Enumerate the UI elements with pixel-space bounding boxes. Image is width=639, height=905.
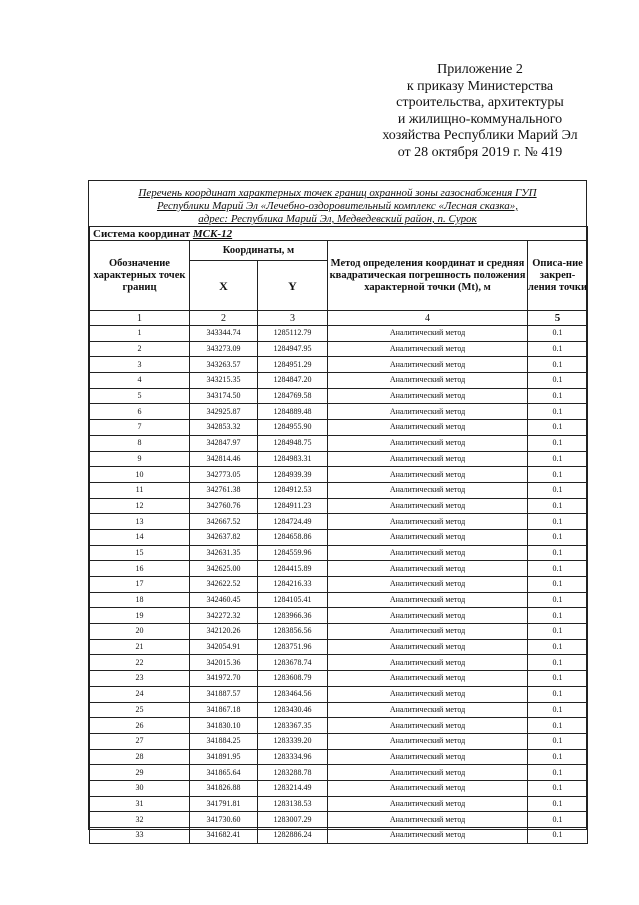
table-row: [90, 686, 588, 702]
table-row: [90, 733, 588, 749]
x-coordinate: 342272.32: [190, 608, 258, 624]
method-cell: Аналитический метод: [328, 341, 528, 357]
point-number: 32: [90, 812, 190, 828]
x-coordinate: 341865.64: [190, 765, 258, 781]
y-coordinate: 1282886.24: [258, 828, 328, 844]
accuracy-cell: 0.1: [528, 341, 588, 357]
table-row: [90, 341, 588, 357]
coordinate-system-label: Система координат: [93, 227, 191, 240]
accuracy-cell: 0.1: [528, 749, 588, 765]
x-coordinate: 342637.82: [190, 529, 258, 545]
accuracy-cell: 0.1: [528, 482, 588, 498]
method-cell: Аналитический метод: [328, 467, 528, 483]
column-number: 2: [190, 311, 258, 326]
header-description: Описа-ние закреп-ления точки: [528, 241, 588, 311]
accuracy-cell: 0.1: [528, 702, 588, 718]
y-coordinate: 1284951.29: [258, 357, 328, 373]
appendix-line: и жилищно-коммунального: [397, 111, 563, 127]
accuracy-cell: 0.1: [528, 655, 588, 671]
table-row: [90, 467, 588, 483]
x-coordinate: 343215.35: [190, 373, 258, 389]
y-coordinate: 1283464.56: [258, 686, 328, 702]
method-cell: Аналитический метод: [328, 373, 528, 389]
method-cell: Аналитический метод: [328, 388, 528, 404]
point-number: 28: [90, 749, 190, 765]
table-row: [90, 388, 588, 404]
accuracy-cell: 0.1: [528, 733, 588, 749]
y-coordinate: 1284911.23: [258, 498, 328, 514]
accuracy-cell: 0.1: [528, 686, 588, 702]
column-number: 3: [258, 311, 328, 326]
accuracy-cell: 0.1: [528, 357, 588, 373]
x-coordinate: 341867.18: [190, 702, 258, 718]
method-cell: Аналитический метод: [328, 435, 528, 451]
method-cell: Аналитический метод: [328, 451, 528, 467]
point-number: 3: [90, 357, 190, 373]
y-coordinate: 1284983.31: [258, 451, 328, 467]
header-coordinates: Координаты, м: [190, 241, 328, 261]
y-coordinate: 1284415.89: [258, 561, 328, 577]
x-coordinate: 342622.52: [190, 577, 258, 593]
x-coordinate: 342761.38: [190, 482, 258, 498]
accuracy-cell: 0.1: [528, 467, 588, 483]
y-coordinate: 1283334.96: [258, 749, 328, 765]
accuracy-cell: 0.1: [528, 592, 588, 608]
accuracy-cell: 0.1: [528, 718, 588, 734]
method-cell: Аналитический метод: [328, 545, 528, 561]
y-coordinate: 1284889.48: [258, 404, 328, 420]
y-coordinate: 1284947.95: [258, 341, 328, 357]
method-cell: Аналитический метод: [328, 592, 528, 608]
point-number: 19: [90, 608, 190, 624]
x-coordinate: 342814.46: [190, 451, 258, 467]
point-number: 9: [90, 451, 190, 467]
x-coordinate: 341830.10: [190, 718, 258, 734]
method-cell: Аналитический метод: [328, 686, 528, 702]
x-coordinate: 343344.74: [190, 326, 258, 342]
appendix-line: от 28 октября 2019 г. № 419: [397, 144, 563, 160]
method-cell: Аналитический метод: [328, 357, 528, 373]
point-number: 8: [90, 435, 190, 451]
point-number: 12: [90, 498, 190, 514]
method-cell: Аналитический метод: [328, 529, 528, 545]
table-row: [90, 592, 588, 608]
method-cell: Аналитический метод: [328, 733, 528, 749]
method-cell: Аналитический метод: [328, 671, 528, 687]
x-coordinate: 341887.57: [190, 686, 258, 702]
table-row: [90, 749, 588, 765]
table-row: [90, 765, 588, 781]
x-coordinate: 342460.45: [190, 592, 258, 608]
accuracy-cell: 0.1: [528, 639, 588, 655]
column-number: 4: [328, 311, 528, 326]
accuracy-cell: 0.1: [528, 435, 588, 451]
accuracy-cell: 0.1: [528, 561, 588, 577]
accuracy-cell: 0.1: [528, 529, 588, 545]
method-cell: Аналитический метод: [328, 326, 528, 342]
y-coordinate: 1283608.79: [258, 671, 328, 687]
point-number: 6: [90, 404, 190, 420]
point-number: 17: [90, 577, 190, 593]
appendix-header: [360, 62, 600, 161]
y-coordinate: 1284658.86: [258, 529, 328, 545]
y-coordinate: 1284559.96: [258, 545, 328, 561]
y-coordinate: 1284847.20: [258, 373, 328, 389]
y-coordinate: 1284912.53: [258, 482, 328, 498]
point-number: 25: [90, 702, 190, 718]
y-coordinate: 1284216.33: [258, 577, 328, 593]
method-cell: Аналитический метод: [328, 608, 528, 624]
table-row: [90, 655, 588, 671]
point-number: 11: [90, 482, 190, 498]
point-number: 30: [90, 780, 190, 796]
table-row: [90, 639, 588, 655]
y-coordinate: 1284769.58: [258, 388, 328, 404]
point-number: 27: [90, 733, 190, 749]
point-number: 15: [90, 545, 190, 561]
accuracy-cell: 0.1: [528, 796, 588, 812]
point-number: 14: [90, 529, 190, 545]
y-coordinate: 1283430.46: [258, 702, 328, 718]
point-number: 18: [90, 592, 190, 608]
column-number: 1: [90, 311, 190, 326]
y-coordinate: 1283751.96: [258, 639, 328, 655]
table-row: [90, 451, 588, 467]
y-coordinate: 1283367.35: [258, 718, 328, 734]
method-cell: Аналитический метод: [328, 655, 528, 671]
y-coordinate: 1284724.49: [258, 514, 328, 530]
y-coordinate: 1284948.75: [258, 435, 328, 451]
appendix-line: хозяйства Республики Марий Эл: [382, 128, 578, 143]
appendix-line: строительства, архитектуры: [396, 95, 564, 110]
accuracy-cell: 0.1: [528, 780, 588, 796]
y-coordinate: 1283678.74: [258, 655, 328, 671]
point-number: 23: [90, 671, 190, 687]
point-number: 10: [90, 467, 190, 483]
method-cell: Аналитический метод: [328, 812, 528, 828]
table-row: [90, 373, 588, 389]
x-coordinate: 341730.60: [190, 812, 258, 828]
method-cell: Аналитический метод: [328, 561, 528, 577]
accuracy-cell: 0.1: [528, 577, 588, 593]
table-row: [90, 624, 588, 640]
table-row: [90, 671, 588, 687]
y-coordinate: 1283966.36: [258, 608, 328, 624]
accuracy-cell: 0.1: [528, 624, 588, 640]
table-row: [90, 482, 588, 498]
table-row: [90, 608, 588, 624]
table-row: [90, 812, 588, 828]
y-coordinate: 1284955.90: [258, 420, 328, 436]
method-cell: Аналитический метод: [328, 780, 528, 796]
accuracy-cell: 0.1: [528, 514, 588, 530]
table-row: [90, 561, 588, 577]
accuracy-cell: 0.1: [528, 828, 588, 844]
x-coordinate: 341791.81: [190, 796, 258, 812]
point-number: 4: [90, 373, 190, 389]
accuracy-cell: 0.1: [528, 765, 588, 781]
y-coordinate: 1283214.49: [258, 780, 328, 796]
x-coordinate: 341682.41: [190, 828, 258, 844]
table-row: [90, 796, 588, 812]
y-coordinate: 1283138.53: [258, 796, 328, 812]
x-coordinate: 343263.57: [190, 357, 258, 373]
table-row: [90, 828, 588, 844]
header-designation: Обозначение характерных точек границ: [90, 241, 190, 311]
point-number: 33: [90, 828, 190, 844]
accuracy-cell: 0.1: [528, 451, 588, 467]
table-caption: [89, 187, 586, 226]
x-coordinate: 342853.32: [190, 420, 258, 436]
x-coordinate: 342847.97: [190, 435, 258, 451]
y-coordinate: 1283288.78: [258, 765, 328, 781]
caption-line: адрес: Республика Марий Эл, Медведевский район, п. Сурок: [198, 213, 477, 225]
point-number: 16: [90, 561, 190, 577]
method-cell: Аналитический метод: [328, 577, 528, 593]
appendix-line: к приказу Министерства: [406, 78, 554, 94]
method-cell: Аналитический метод: [328, 514, 528, 530]
method-cell: Аналитический метод: [328, 718, 528, 734]
y-coordinate: 1283856.56: [258, 624, 328, 640]
point-number: 31: [90, 796, 190, 812]
x-coordinate: 342015.36: [190, 655, 258, 671]
x-coordinate: 343174.50: [190, 388, 258, 404]
table-row: [90, 718, 588, 734]
x-coordinate: 342667.52: [190, 514, 258, 530]
table-row: [90, 326, 588, 342]
accuracy-cell: 0.1: [528, 326, 588, 342]
method-cell: Аналитический метод: [328, 796, 528, 812]
caption-line: Перечень координат характерных точек границ охранной зоны газоснабжения ГУП: [138, 187, 537, 199]
y-coordinate: 1284105.41: [258, 592, 328, 608]
accuracy-cell: 0.1: [528, 373, 588, 389]
method-cell: Аналитический метод: [328, 404, 528, 420]
accuracy-cell: 0.1: [528, 420, 588, 436]
table-row: [90, 529, 588, 545]
point-number: 20: [90, 624, 190, 640]
accuracy-cell: 0.1: [528, 404, 588, 420]
point-number: 21: [90, 639, 190, 655]
y-coordinate: 1285112.79: [258, 326, 328, 342]
table-row: [90, 404, 588, 420]
table-row: [90, 498, 588, 514]
table-row: [90, 435, 588, 451]
coordinate-system-row: [90, 227, 588, 241]
point-number: 2: [90, 341, 190, 357]
method-cell: Аналитический метод: [328, 482, 528, 498]
table-row: [90, 577, 588, 593]
point-number: 7: [90, 420, 190, 436]
x-coordinate: 342773.05: [190, 467, 258, 483]
y-coordinate: 1284939.39: [258, 467, 328, 483]
table-row: [90, 514, 588, 530]
method-cell: Аналитический метод: [328, 624, 528, 640]
y-coordinate: 1283339.20: [258, 733, 328, 749]
header-method: Метод определения координат и средняя квадратическая погрешность положения характерной точки (Mt), м: [328, 241, 528, 311]
accuracy-cell: 0.1: [528, 388, 588, 404]
x-coordinate: 342631.35: [190, 545, 258, 561]
accuracy-cell: 0.1: [528, 671, 588, 687]
caption-line: Республики Марий Эл «Лечебно-оздоровительный комплекс «Лесная сказка»,: [156, 200, 519, 212]
point-number: 5: [90, 388, 190, 404]
accuracy-cell: 0.1: [528, 812, 588, 828]
coordinates-table: [89, 226, 588, 844]
method-cell: Аналитический метод: [328, 420, 528, 436]
accuracy-cell: 0.1: [528, 498, 588, 514]
table-row: [90, 420, 588, 436]
method-cell: Аналитический метод: [328, 749, 528, 765]
table-row: [90, 357, 588, 373]
x-coordinate: 342625.00: [190, 561, 258, 577]
x-coordinate: 342120.26: [190, 624, 258, 640]
table-body: [90, 326, 588, 844]
x-coordinate: 342760.76: [190, 498, 258, 514]
accuracy-cell: 0.1: [528, 608, 588, 624]
method-cell: Аналитический метод: [328, 765, 528, 781]
point-number: 22: [90, 655, 190, 671]
point-number: 26: [90, 718, 190, 734]
table-row: [90, 545, 588, 561]
header-y: Y: [258, 261, 328, 311]
method-cell: Аналитический метод: [328, 702, 528, 718]
point-number: 1: [90, 326, 190, 342]
method-cell: Аналитический метод: [328, 828, 528, 844]
method-cell: Аналитический метод: [328, 639, 528, 655]
table-row: [90, 780, 588, 796]
y-coordinate: 1283007.29: [258, 812, 328, 828]
method-cell: Аналитический метод: [328, 498, 528, 514]
x-coordinate: 342925.87: [190, 404, 258, 420]
x-coordinate: 341972.70: [190, 671, 258, 687]
point-number: 24: [90, 686, 190, 702]
header-x: X: [190, 261, 258, 311]
coordinate-system-value: МСК-12: [192, 227, 233, 240]
point-number: 13: [90, 514, 190, 530]
x-coordinate: 341884.25: [190, 733, 258, 749]
appendix-line: Приложение 2: [437, 62, 523, 77]
point-number: 29: [90, 765, 190, 781]
column-number: 5: [528, 311, 588, 326]
accuracy-cell: 0.1: [528, 545, 588, 561]
x-coordinate: 342054.91: [190, 639, 258, 655]
document-frame: [88, 180, 587, 840]
x-coordinate: 343273.09: [190, 341, 258, 357]
table-row: [90, 702, 588, 718]
x-coordinate: 341826.88: [190, 780, 258, 796]
x-coordinate: 341891.95: [190, 749, 258, 765]
